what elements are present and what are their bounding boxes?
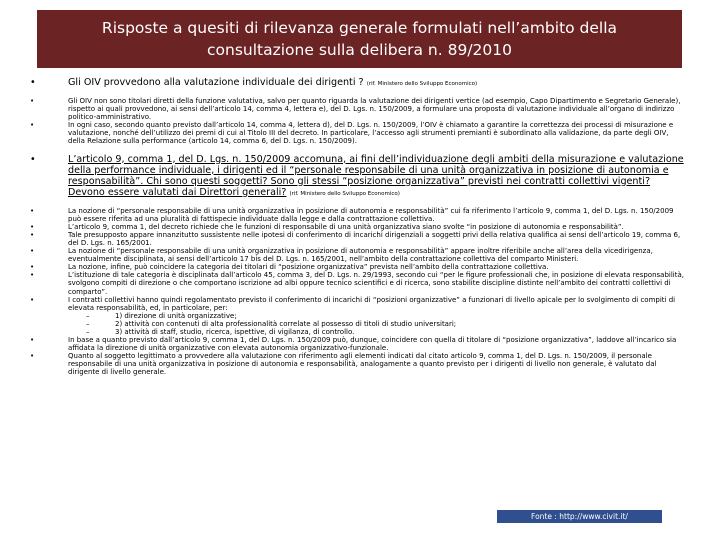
answer-2-2: • L’articolo 9, comma 1, del decreto richiede che le funzioni di responsabile di una unità organizzativa siano svolte “in posizione di autonomia e responsabilità”.: [30, 223, 686, 231]
answer-2-1: • La nozione di “personale responsabile di una unità organizzativa in posizione di autonomia e responsabilità” cui fa riferimento l’articolo 9, comma 1, del D. Lgs. n. 150/2009 può essere riferita ad una pluralità di fattispecie individuate dalla legge e dalla contrattazione collettiva.: [30, 207, 686, 223]
question-1: [30, 77, 686, 90]
question-2: [30, 154, 686, 200]
sub-item-3: – 3) attività di staff, studio, ricerca, ispettive, di vigilanza, di controllo.: [30, 328, 686, 336]
sub-item-1: – 1) direzione di unità organizzative;: [30, 312, 686, 320]
answer-2-9: • Quanto al soggetto legittimato a provvedere alla valutazione con riferimento agli elementi indicati dal citato articolo 9, comma 1, del D. Lgs. n. 150/2009, il personale responsabile di una unità organizzativa in posizione di autonomia e responsabilità, analogamente a quanto previsto per i dirigenti di livello non generale, è valutato dal dirigente di livello generale.: [30, 352, 686, 376]
answer-1-2: • In ogni caso, secondo quanto previsto dall’articolo 14, comma 4, lettera d), del D. Lgs. n. 150/2009, l’OIV è chiamato a garantire la correttezza dei processi di misurazione e valutazione, nonché dell’utilizzo dei premi di cui al Titolo III del decreto. In particolare, l’accesso agli strumenti premianti è subordinato alla validazione, da parte degli OIV, della Relazione sulla performance (articolo 14, comma 6, del D. Lgs. n. 150/2009).: [30, 121, 686, 145]
question-2-source: (rif. Ministero dello Sviluppo Economico): [289, 190, 400, 197]
source-footer: [497, 510, 662, 523]
question-1-source: (rif. Ministero dello Sviluppo Economico): [366, 81, 478, 87]
document-body: [30, 77, 686, 377]
answer-2-8: • In base a quanto previsto dall’articolo 9, comma 1, del D. Lgs. n. 150/2009 può, dunque, coincidere con quella di titolare di “posizione organizzativa”, laddove all’incarico sia affidata la direzione di unità organizzative con elevata autonomia organizzativo-funzionale.: [30, 336, 686, 352]
answer-2-3: • Tale presupposto appare innanzitutto sussistente nelle ipotesi di conferimento di incarichi dirigenziali a soggetti privi della relativa qualifica ai sensi dell’articolo 19, comma 6, del D. Lgs. n. 165/2001.: [30, 231, 686, 247]
answer-2-5: • La nozione, infine, può coincidere la categoria dei titolari di “posizione organizzativa” prevista nell’ambito della contrattazione collettiva.: [30, 263, 686, 271]
question-2-text: L’articolo 9, comma 1, del D. Lgs. n. 150/2009 accomuna, ai fini dell’individuazione degli ambiti della misurazione e valutazione della performance individuale, i dirigenti ed il “personale responsabile di una unità organizzativa in posizione di autonomia e responsabilità”. Chi sono questi soggetti? Sono gli stessi “posizione organizzativa” previsti nei contratti collettivi vigenti? Devono essere valutati dai Direttori generali?: [68, 153, 684, 198]
page-title: Risposte a quesiti di rilevanza generale formulati nell’ambito della consultazione sulla delibera n. 89/2010: [101, 19, 618, 59]
sub-item-2: – 2) attività con contenuti di alta professionalità correlate al possesso di titoli di studio universitari;: [30, 320, 686, 328]
answer-2-7: • I contratti collettivi hanno quindi regolamentato previsto il conferimento di incarichi di “posizioni organizzative” a funzionari di livello apicale per lo svolgimento di compiti di elevata responsabilità, ed, in particolare, per:: [30, 296, 686, 312]
title-banner: [37, 10, 682, 68]
source-link[interactable]: Fonte : http://www.civit.it/: [531, 512, 628, 521]
answer-2-4: • La nozione di “personale responsabile di una unità organizzativa in posizione di autonomia e responsabilità” appare inoltre riferibile anche all’area della vicedirigenza, eventualmente disciplinata, ai sensi dell’articolo 17 bis del D. Lgs. n. 165/2001, nell’ambito della contrattazione collettiva del comparto Ministeri.: [30, 247, 686, 263]
question-1-text: Gli OIV provvedono alla valutazione individuale dei dirigenti ?: [68, 77, 364, 88]
answer-2-6: • L’istituzione di tale categoria è disciplinata dall’articolo 45, comma 3, del D. Lgs. n. 29/1993, secondo cui “per le figure professionali che, in posizione di elevata responsabilità, svolgono compiti di direzione o che comportano iscrizione ad albi oppure tecnico scientifici e di ricerca, sono stabilite discipline distinte nell’ambito dei contratti collettivi di comparto”.: [30, 271, 686, 295]
answer-1-1: • Gli OIV non sono titolari diretti della funzione valutativa, salvo per quanto riguarda la valutazione dei dirigenti vertice (ad esempio, Capo Dipartimento e Segretario Generale), rispetto ai quali provvedono, ai sensi dell’articolo 14, comma 4, lettera e), del D. Lgs. n. 150/2009, a formulare una proposta di valutazione individuale all’organo di indirizzo politico-amministrativo.: [30, 97, 686, 121]
